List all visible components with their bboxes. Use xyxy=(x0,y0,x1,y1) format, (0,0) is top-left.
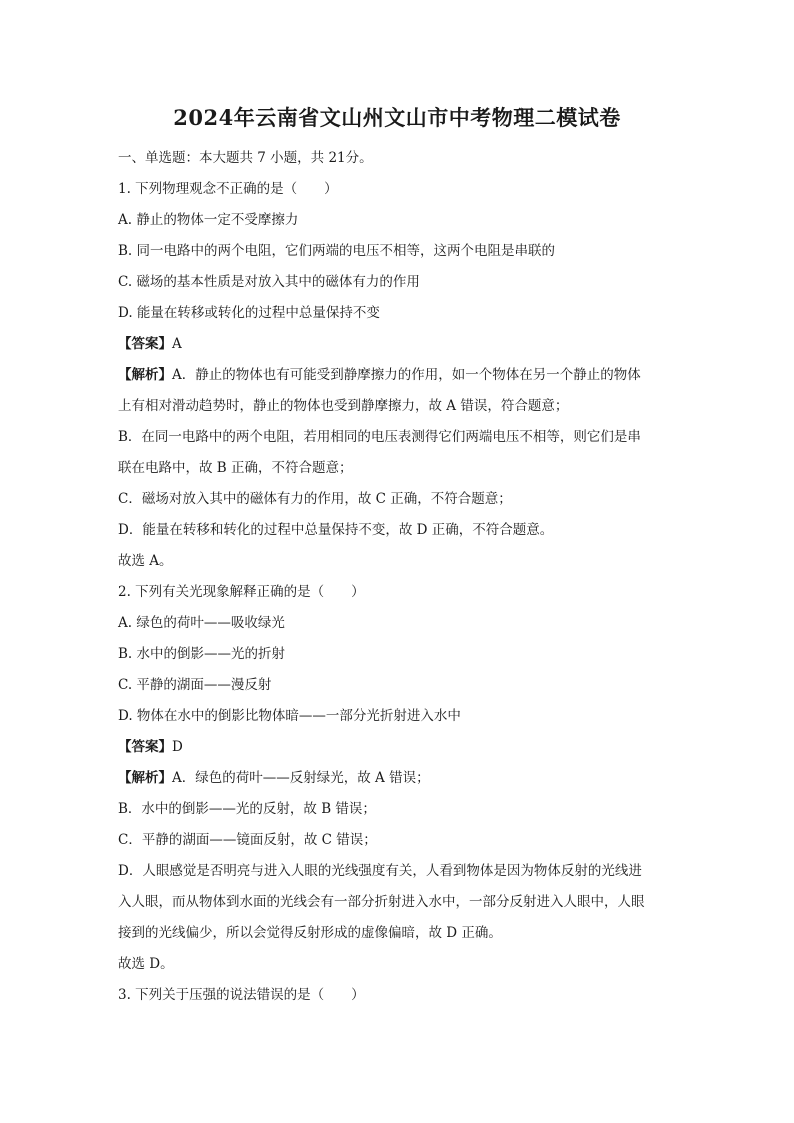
answer-value: D xyxy=(172,739,183,755)
analysis-text: A．绿色的荷叶——反射绿光，故 A 错误； xyxy=(172,770,430,786)
question-2-option-b: B. 水中的倒影——光的折射 xyxy=(118,646,286,662)
analysis-text: A．静止的物体也有可能受到静摩擦力的作用，如一个物体在另一个静止的物体 xyxy=(172,367,641,383)
document-body xyxy=(118,143,678,1011)
question-1-analysis-line: D．能量在转移和转化的过程中总量保持不变，故 D 正确，不符合题意。 xyxy=(118,522,554,538)
answer-label: 【答案】 xyxy=(118,336,172,352)
analysis-label: 【解析】 xyxy=(118,770,172,786)
question-2-analysis-line xyxy=(118,763,678,794)
question-2-answer xyxy=(118,732,678,763)
question-1-analysis-line xyxy=(118,360,678,391)
question-1-option-d: D. 能量在转移或转化的过程中总量保持不变 xyxy=(118,305,380,321)
question-2-option-a: A. 绿色的荷叶——吸收绿光 xyxy=(118,615,285,631)
question-1-analysis-line: B．在同一电路中的两个电阻，若用相同的电压表测得它们两端电压不相等，则它们是串 xyxy=(118,429,641,445)
question-1-answer xyxy=(118,329,678,360)
question-2-analysis-line: B．水中的倒影——光的反射，故 B 错误； xyxy=(118,801,376,817)
question-2-stem: 2. 下列有关光现象解释正确的是（ ） xyxy=(118,584,365,600)
question-2-option-d: D. 物体在水中的倒影比物体暗——一部分光折射进入水中 xyxy=(118,708,461,724)
question-2-option-c: C. 平静的湖面——漫反射 xyxy=(118,677,272,693)
question-1-option-c: C. 磁场的基本性质是对放入其中的磁体有力的作用 xyxy=(118,274,420,290)
question-1-analysis-line: 联在电路中，故 B 正确，不符合题意； xyxy=(118,460,353,476)
question-2-analysis-line: D．人眼感觉是否明亮与进入人眼的光线强度有关，人看到物体是因为物体反射的光线进 xyxy=(118,863,642,879)
page-title: 2024年云南省文山州文山市中考物理二模试卷 xyxy=(173,105,621,130)
section-heading: 一、单选题：本大题共 7 小题，共 21分。 xyxy=(118,150,373,166)
question-1-option-b: B. 同一电路中的两个电阻，它们两端的电压不相等，这两个电阻是串联的 xyxy=(118,243,556,259)
question-2-conclusion: 故选 D。 xyxy=(118,956,174,972)
question-1-analysis-line: C．磁场对放入其中的磁体有力的作用，故 C 正确，不符合题意； xyxy=(118,491,512,507)
question-3-stem: 3. 下列关于压强的说法错误的是（ ） xyxy=(118,987,365,1003)
question-2-analysis-line: C．平静的湖面——镜面反射，故 C 错误； xyxy=(118,832,377,848)
question-1-option-a: A. 静止的物体一定不受摩擦力 xyxy=(118,212,299,228)
question-1-conclusion: 故选 A。 xyxy=(118,553,173,569)
question-1-stem: 1. 下列物理观念不正确的是（ ） xyxy=(118,181,338,197)
question-2-analysis-line: 入人眼，而从物体到水面的光线会有一部分折射进入水中，一部分反射进入人眼中，人眼 xyxy=(118,894,645,910)
question-2-analysis-line: 接到的光线偏少，所以会觉得反射形成的虚像偏暗，故 D 正确。 xyxy=(118,925,502,941)
answer-label: 【答案】 xyxy=(118,739,172,755)
question-1-analysis-line: 上有相对滑动趋势时，静止的物体也受到静摩擦力，故 A 错误，符合题意； xyxy=(118,398,569,414)
analysis-label: 【解析】 xyxy=(118,367,172,383)
answer-value: A xyxy=(172,336,182,352)
